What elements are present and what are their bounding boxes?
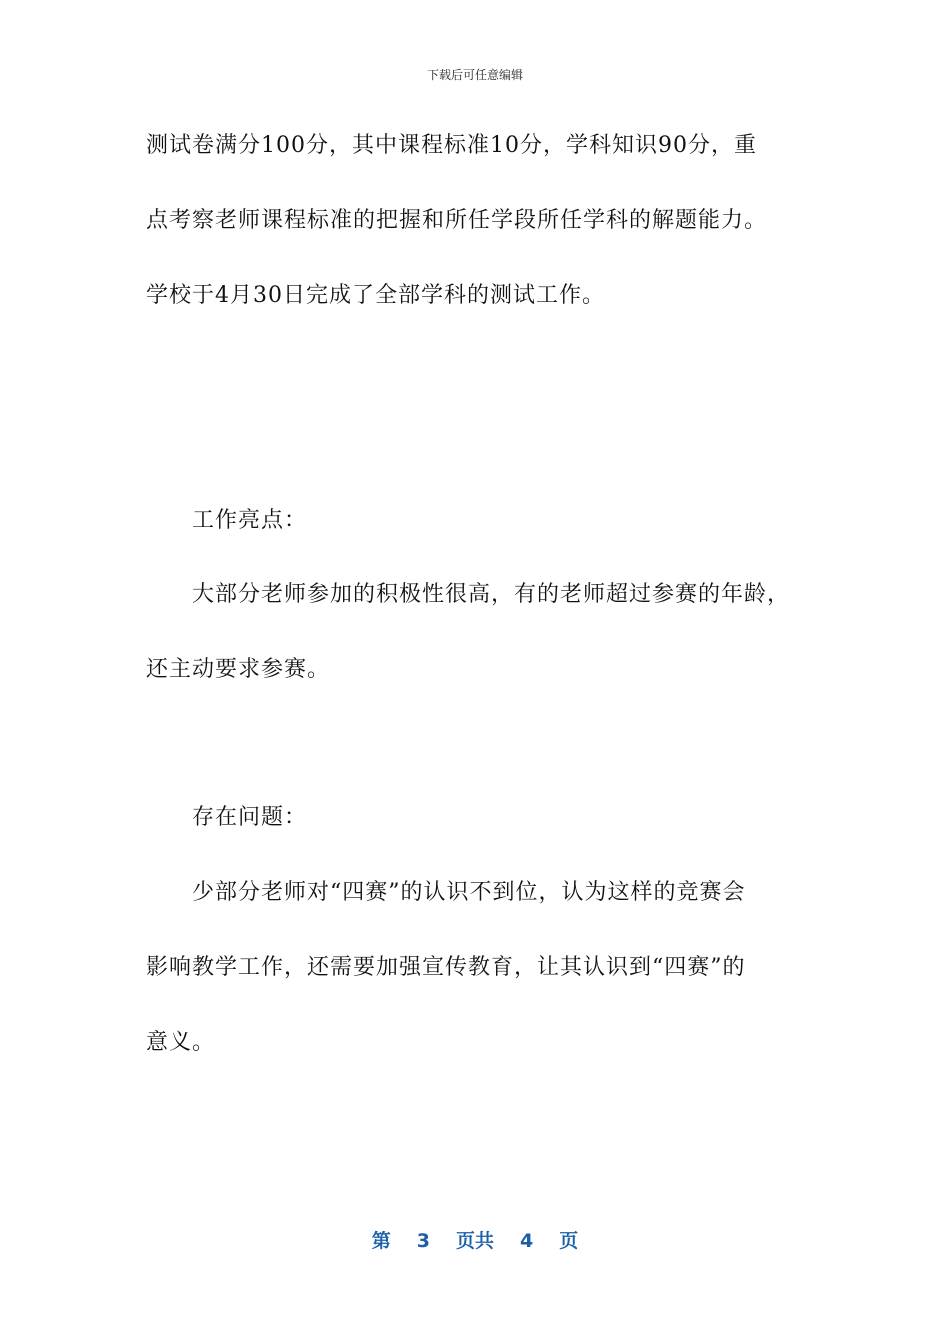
body-line-3: 学校于4月30日完成了全部学科的测试工作。 bbox=[146, 283, 605, 308]
problems-line-2: 影响教学工作，还需要加强宣传教育，让其认识到“四赛”的 bbox=[146, 955, 746, 980]
problems-line-1: 少部分老师对“四赛”的认识不到位，认为这样的竞赛会 bbox=[192, 880, 746, 905]
body-line-1: 测试卷满分100分，其中课程标准10分，学科知识90分，重 bbox=[146, 133, 757, 158]
highlights-line-1: 大部分老师参加的积极性很高，有的老师超过参赛的年龄， bbox=[192, 582, 791, 607]
footer-current-page: 3 bbox=[416, 1230, 430, 1252]
highlights-line-2: 还主动要求参赛。 bbox=[146, 657, 331, 682]
footer-middle: 页共 bbox=[455, 1230, 494, 1252]
page-number-footer bbox=[0, 1226, 950, 1253]
footer-suffix: 页 bbox=[559, 1230, 579, 1252]
problems-heading: 存在问题： bbox=[192, 805, 308, 830]
body-line-2: 点考察老师课程标准的把握和所任学段所任学科的解题能力。 bbox=[146, 208, 768, 233]
footer-prefix: 第 bbox=[371, 1230, 391, 1252]
problems-line-3: 意义。 bbox=[146, 1030, 216, 1055]
header-note: 下载后可任意编辑 bbox=[426, 68, 523, 82]
highlights-heading: 工作亮点： bbox=[192, 508, 308, 533]
footer-total-pages: 4 bbox=[520, 1230, 534, 1252]
